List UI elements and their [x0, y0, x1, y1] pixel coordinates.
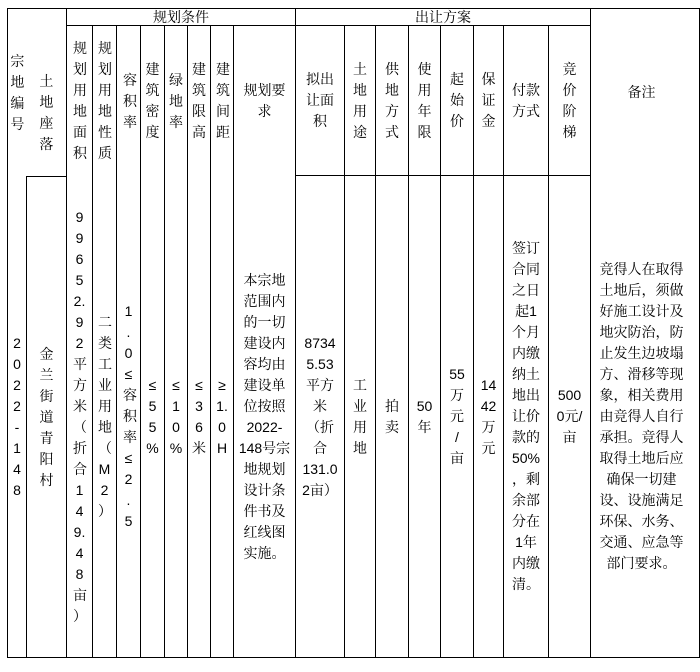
col-header-building-spacing: 建筑间距: [211, 26, 234, 176]
col-header-height-limit: 建筑限高: [188, 26, 211, 176]
cell-building-spacing: ≥1.0H: [211, 176, 234, 657]
cell-far: 1.0≤容积率≤2.5: [117, 176, 141, 657]
cell-transfer-area: 87345.53平方米（折合131.02亩）: [296, 176, 345, 657]
group-header-transfer-plan: 出让方案: [296, 9, 591, 26]
col-header-building-density: 建筑密度: [141, 26, 165, 176]
col-header-use-term: 使用年限: [409, 26, 441, 176]
group-header-planning-conditions: 规划条件: [67, 9, 296, 26]
cell-parcel-no: 2022-148: [8, 176, 27, 657]
col-header-far: 容积率: [117, 26, 141, 176]
col-header-land-use: 土地用途: [345, 26, 376, 176]
cell-remarks: 竞得人在取得土地后，须做好施工设计及地灾防治，防止发生边坡塌方、滑移等现象，相关费用由竞得人自行承担。竞得人取得土地后应确保一切建设、设施满足环保、水务、交通、应急等部门要求。: [599, 261, 684, 571]
col-header-supply-method: 供地方式: [376, 26, 409, 176]
col-header-location: 土地座落: [39, 72, 54, 152]
cell-bid-increment: 5000元/亩: [549, 176, 591, 657]
header-parcel-and-location: [8, 9, 67, 176]
cell-planned-area: 99652.92平方米（折合149.48亩）: [67, 176, 93, 657]
cell-height-limit: ≤36米: [188, 176, 211, 657]
col-header-land-use-nature: 规划用地性质: [93, 26, 117, 176]
cell-land-use-nature: 二类工业用地（M2）: [93, 176, 117, 657]
cell-supply-method: 拍卖: [376, 176, 409, 657]
col-header-planning-requirements: 规划要求: [234, 26, 296, 176]
cell-building-density: ≤55%: [141, 176, 165, 657]
col-header-green-ratio: 绿地率: [165, 26, 188, 176]
col-header-planned-area: 规划用地面积: [67, 26, 93, 176]
col-header-bid-increment: 竞价阶梯: [549, 26, 591, 176]
col-header-parcel-no: 宗地编号: [10, 52, 25, 132]
land-transfer-announcement-table: [7, 8, 700, 658]
cell-deposit: 1442万元: [474, 176, 504, 657]
cell-planning-requirements: 本宗地范围内的一切建设内容均由建设单位按照2022-148号宗地规划设计条件书及红线图实施。: [234, 176, 296, 657]
cell-use-term: 50年: [409, 176, 441, 657]
cell-payment-method: 签订合同之日起1个月内缴纳土地出让价款的50%，剩余部分在1年内缴清。: [504, 176, 549, 657]
col-header-payment-method: 付款方式: [504, 26, 549, 176]
col-header-transfer-area: 拟出让面积: [296, 26, 345, 176]
col-header-starting-price: 起始价: [441, 26, 474, 176]
col-header-remarks: 备注: [627, 84, 656, 100]
col-header-deposit: 保证金: [474, 26, 504, 176]
cell-green-ratio: ≤10%: [165, 176, 188, 657]
cell-land-use: 工业用地: [345, 176, 376, 657]
cell-location: 金兰街道青阳村: [27, 176, 67, 657]
cell-starting-price: 55万元/亩: [441, 176, 474, 657]
